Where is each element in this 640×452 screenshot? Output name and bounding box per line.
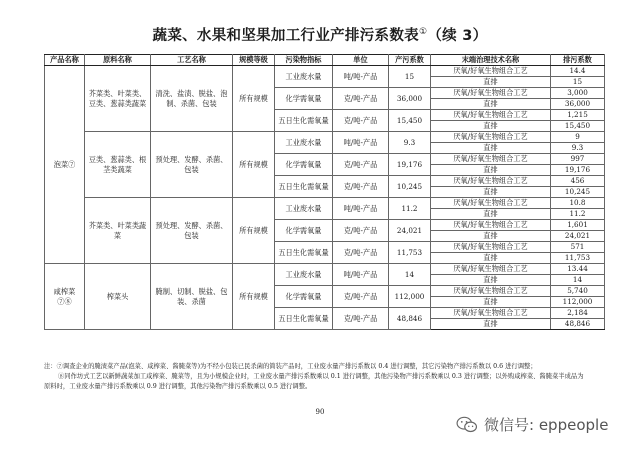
col-header: 产品名称 [45,55,85,66]
col-header: 污染物指标 [275,55,333,66]
treatment-technology: 直排 [431,187,551,198]
discharge-coefficient: 456 [551,176,605,187]
treatment-technology: 直排 [431,319,551,330]
treatment-technology: 直排 [431,253,551,264]
pollutant-indicator: 工业废水量 [275,132,333,154]
treatment-technology: 厌氧/好氧生物组合工艺 [431,198,551,209]
treatment-technology: 厌氧/好氧生物组合工艺 [431,308,551,319]
discharge-coefficient: 36,000 [551,99,605,110]
discharge-coefficient: 10,245 [551,187,605,198]
page-title: 蔬菜、水果和坚果加工行业产排污系数表①（续 3） [152,27,488,44]
col-header: 规模等级 [233,55,275,66]
treatment-technology: 厌氧/好氧生物组合工艺 [431,286,551,297]
unit: 克/吨-产品 [333,220,389,242]
discharge-coefficient: 11,753 [551,253,605,264]
generation-coefficient: 24,021 [389,220,431,242]
unit: 吨/吨-产品 [333,132,389,154]
header-row [45,55,605,66]
treatment-technology: 直排 [431,297,551,308]
table-row [45,66,605,77]
col-header: 末端治理技术名称 [431,55,551,66]
footnote: ⑧同作坊式工艺以新鲜蔬菜加工咸榨菜、腌菜等，且为小规模企业时，工业废水量产排污系数乘以 0.1 进行调整，其他污染物产排污系数乘以 0.3 进行调整；以外购咸榨菜、酱腌菜半成品为 [58,373,584,380]
pollutant-indicator: 工业废水量 [275,66,333,88]
discharge-coefficient: 10.8 [551,198,605,209]
unit: 克/吨-产品 [333,242,389,264]
generation-coefficient: 15,450 [389,110,431,132]
watermark-text: 微信号: eppeople [484,416,609,434]
treatment-technology: 直排 [431,209,551,220]
product-name: 泡菜⑦ [45,66,85,264]
unit: 吨/吨-产品 [333,198,389,220]
discharge-coefficient: 14 [551,275,605,286]
discharge-coefficient: 19,176 [551,165,605,176]
generation-coefficient: 48,846 [389,308,431,330]
scale-level: 所有规模 [233,132,275,198]
pollutant-indicator: 五日生化需氧量 [275,308,333,330]
discharge-coefficient: 24,021 [551,231,605,242]
generation-coefficient: 15 [389,66,431,88]
treatment-technology: 厌氧/好氧生物组合工艺 [431,110,551,121]
discharge-coefficient: 2,184 [551,308,605,319]
generation-coefficient: 11.2 [389,198,431,220]
generation-coefficient: 36,000 [389,88,431,110]
pollutant-indicator: 化学需氧量 [275,286,333,308]
footnote: 原料时，工业废水量产排污系数乘以 0.9 进行调整，其他污染物产排污系数乘以 0.5 进行调整。 [44,383,312,390]
process-name: 预处理、发酵、杀菌、包装 [151,198,233,264]
treatment-technology: 直排 [431,121,551,132]
table-row [45,198,605,209]
discharge-coefficient: 13.44 [551,264,605,275]
footnote: 注：⑦调查企业的腌渍菜产品(泡菜、咸榨菜、酱腌菜等)为不经小包装已民杀菌的简装产品时，工业废水量产排污系数以 0.4 进行调整，其它污染物产排污系数以 0.6 进行调整； [44,363,537,370]
unit: 克/吨-产品 [333,154,389,176]
treatment-technology: 直排 [431,143,551,154]
material-name: 芥菜类、叶菜类、豆类、葱蒜类蔬菜 [85,66,151,132]
treatment-technology: 厌氧/好氧生物组合工艺 [431,132,551,143]
unit: 吨/吨-产品 [333,264,389,286]
treatment-technology: 直排 [431,99,551,110]
unit: 克/吨-产品 [333,286,389,308]
material-name: 芥菜类、叶菜类蔬菜 [85,198,151,264]
material-name: 豆类、葱蒜类、根茎类蔬菜 [85,132,151,198]
pollutant-indicator: 化学需氧量 [275,220,333,242]
wechat-icon [456,416,478,434]
treatment-technology: 直排 [431,231,551,242]
unit: 克/吨-产品 [333,88,389,110]
discharge-coefficient: 997 [551,154,605,165]
product-name: 咸榨菜⑦⑧ [45,264,85,330]
pollutant-indicator: 工业废水量 [275,264,333,286]
table-row [45,132,605,143]
pollutant-indicator: 五日生化需氧量 [275,110,333,132]
unit: 吨/吨-产品 [333,66,389,88]
generation-coefficient: 112,000 [389,286,431,308]
treatment-technology: 厌氧/好氧生物组合工艺 [431,66,551,77]
generation-coefficient: 19,176 [389,154,431,176]
pollutant-indicator: 工业废水量 [275,198,333,220]
discharge-coefficient: 15 [551,77,605,88]
generation-coefficient: 11,753 [389,242,431,264]
watermark [456,414,608,435]
scale-level: 所有规模 [233,198,275,264]
discharge-coefficient: 11.2 [551,209,605,220]
process-name: 预处理、发酵、杀菌、包装 [151,132,233,198]
footnotes [44,362,604,392]
discharge-coefficient: 9.3 [551,143,605,154]
unit: 克/吨-产品 [333,110,389,132]
pollutant-indicator: 五日生化需氧量 [275,176,333,198]
discharge-coefficient: 9 [551,132,605,143]
unit: 克/吨-产品 [333,308,389,330]
treatment-technology: 厌氧/好氧生物组合工艺 [431,242,551,253]
process-name: 清洗、盐渍、脱盐、泡制、杀菌、包装 [151,66,233,132]
discharge-coefficient: 571 [551,242,605,253]
col-header: 排污系数 [551,55,605,66]
col-header: 原料名称 [85,55,151,66]
generation-coefficient: 10,245 [389,176,431,198]
discharge-coefficient: 15,450 [551,121,605,132]
discharge-coefficient: 112,000 [551,297,605,308]
treatment-technology: 厌氧/好氧生物组合工艺 [431,154,551,165]
unit: 克/吨-产品 [333,176,389,198]
treatment-technology: 直排 [431,165,551,176]
pollutant-indicator: 化学需氧量 [275,88,333,110]
process-name: 腌制、切制、脱盐、包装、杀菌 [151,264,233,330]
material-name: 榨菜头 [85,264,151,330]
discharge-coefficient: 1,601 [551,220,605,231]
discharge-coefficient: 48,846 [551,319,605,330]
col-header: 单位 [333,55,389,66]
generation-coefficient: 9.3 [389,132,431,154]
col-header: 工艺名称 [151,55,233,66]
treatment-technology: 厌氧/好氧生物组合工艺 [431,264,551,275]
page-number: 90 [315,408,325,416]
treatment-technology: 直排 [431,275,551,286]
treatment-technology: 厌氧/好氧生物组合工艺 [431,220,551,231]
treatment-technology: 直排 [431,77,551,88]
treatment-technology: 厌氧/好氧生物组合工艺 [431,88,551,99]
discharge-coefficient: 1,215 [551,110,605,121]
table-row [45,264,605,275]
discharge-coefficient: 3,000 [551,88,605,99]
scale-level: 所有规模 [233,264,275,330]
generation-coefficient: 14 [389,264,431,286]
discharge-coefficient: 5,740 [551,286,605,297]
discharge-coefficient: 14.4 [551,66,605,77]
col-header: 产污系数 [389,55,431,66]
emission-table [44,54,605,330]
pollutant-indicator: 五日生化需氧量 [275,242,333,264]
scale-level: 所有规模 [233,66,275,132]
treatment-technology: 厌氧/好氧生物组合工艺 [431,176,551,187]
pollutant-indicator: 化学需氧量 [275,154,333,176]
